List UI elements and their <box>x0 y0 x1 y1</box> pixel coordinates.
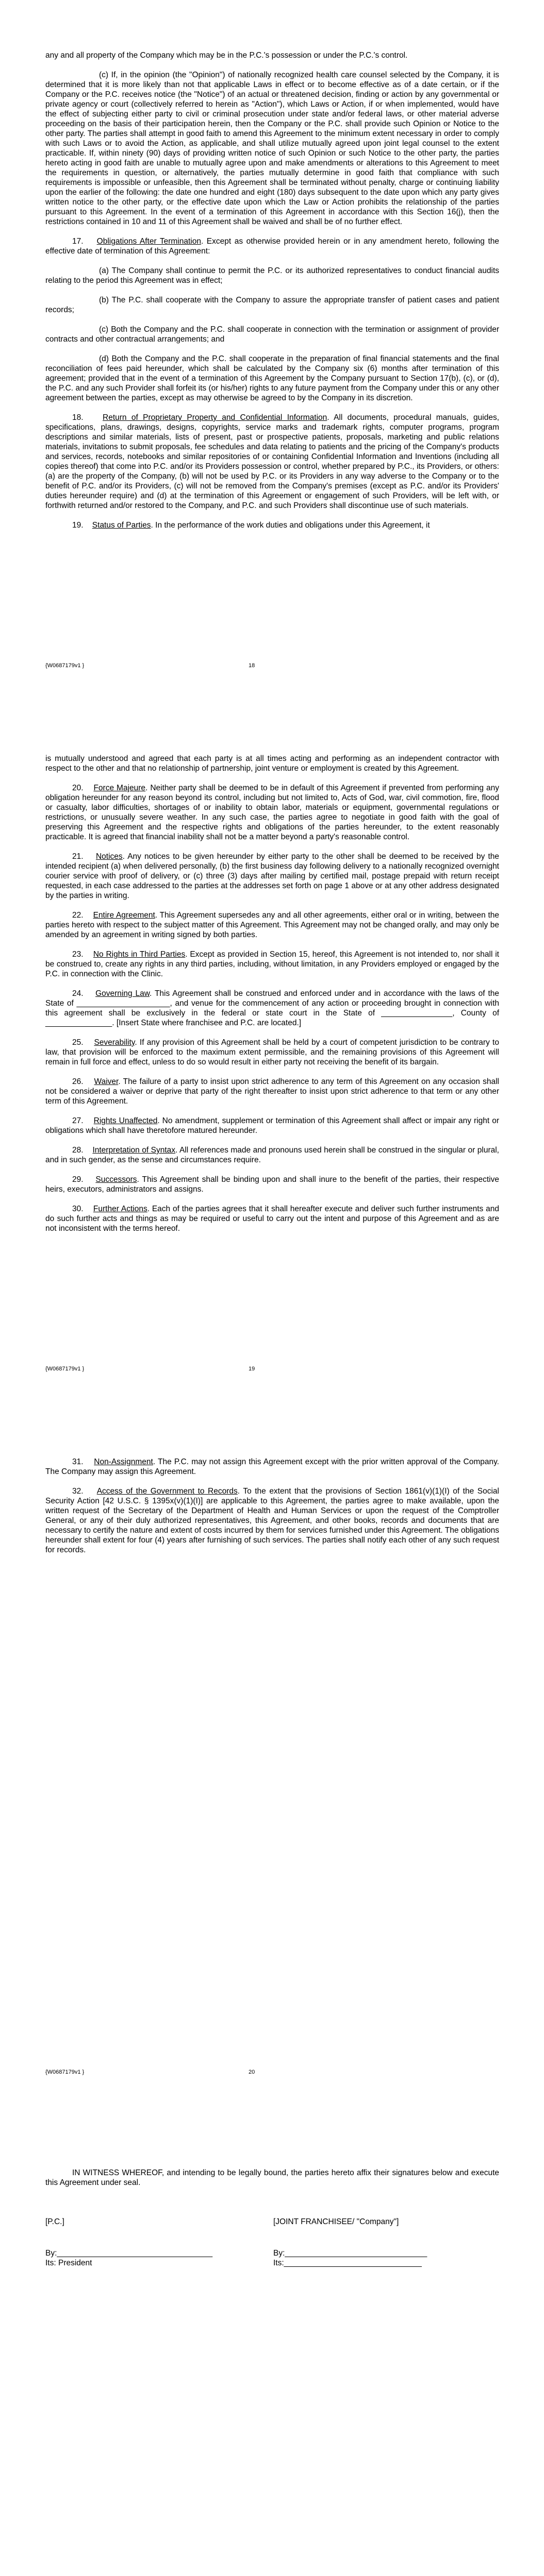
section-17b: (b) The P.C. shall cooperate with the Company to assure the appropriate transfer of patient cases and patient records; <box>45 296 499 314</box>
section-32: 32. Access of the Government to Records. To the extent that the provisions of Section 1861(v)(1)(I) of the Social Security Action [42 U.S.C. § 1395x(v)(1)(I)] are applicable to this Agreement, the parties agree to make available, upon the written request of the Secretary of the Department of Health and Human Services or upon the request of the Comptroller General, or any of their duly authorized representatives, this Agreement, and other books, records and documents that are necessary to certify the nature and extent of costs incurred by them for services furnished under this Agreement. The obligations hereunder shall extent for four (4) years after furnishing of such services. The parties shall notify each other of any such request for records. <box>45 1487 499 1554</box>
section-25: 25. Severability. If any provision of this Agreement shall be held by a court of competent jurisdiction to be contrary to law, that provision will be enforced to the maximum extent permissible, and the remaining provisions of this Agreement will remain in full force and effect, unless to do so would result in either party not receiving the benefit of its bargain. <box>45 1038 499 1066</box>
page-number: 18 <box>249 663 255 669</box>
document-reference: {W0687179v1 } <box>45 1366 85 1372</box>
section-23: 23. No Rights in Third Parties. Except as provided in Section 15, hereof, this Agreement is not intended to, nor shall it be construed to, create any rights in any third parties, including, without limitation, in any Providers employed or engaged by the P.C. in connection with the Clinic. <box>45 950 499 978</box>
section-24: 24. Governing Law. This Agreement shall be construed and enforced under and in accordance with the laws of the State of _____________________, and venue for the commencement of any action or proceeding brought in connection with this agreement shall be exclusively in the federal or state court in the State of ________________, County of _______________. [Insert State where franchisee and P.C. are located.] <box>45 989 499 1027</box>
section-19-title: Status of Parties <box>92 521 151 530</box>
section-20: 20. Force Majeure. Neither party shall be deemed to be in default of this Agreement if prevented from performing any obligation hereunder for any reason beyond its control, including but not limited to, Acts of God, war, civil commotion, fire, flood or casualty, labor difficulties, shortages of or inability to obtain labor, materials or equipment, governmental regulations or restrictions, or unusually severe weather. In any such case, the parties agree to negotiate in good faith with the goal of preserving this Agreement and the respective rights and obligations of the parties hereunder, to the extent reasonably practicable. It is agreed that financial inability shall not be a matter beyond a party's reasonable control. <box>45 784 499 841</box>
section-16c: (c) If, in the opinion (the "Opinion") of nationally recognized health care counsel selected by the Company, it is determined that it is more likely than not that applicable Laws in effect or to become effective as of a date certain, or if the Company or the P.C. receives notice (the "Notice") of an actual or threatened decision, finding or action by any governmental or private agency or court (collectively referred to herein as "Action"), which Laws or Action, if or when implemented, would have the effect of subjecting either party to civil or criminal prosecution under state and/or federal laws, or other material adverse proceeding on the basis of their participation herein, then the Company or the P.C. shall provide such Opinion or Notice to the other party. The parties shall attempt in good faith to amend this Agreement to the minimum extent necessary in order to comply with such Laws or to avoid the Action, as applicable, and shall utilize mutually agreed upon joint legal counsel to the extent practicable. If, within ninety (90) days of providing written notice of such Opinion or such Notice to the other party, the parties hereto acting in good faith are unable to mutually agree upon and make amendments or alterations to this Agreement to meet the requirements in question, or alternatively, the parties mutually determine in good faith that compliance with such requirements is impossible or unfeasible, then this Agreement shall be terminated without penalty, charge or continuing liability upon the earlier of the following: the date one hundred and eight (180) days subsequent to the date upon which any party gives written notice to the other party, or the effective date upon which the Law or Action prohibits the relationship of the parties pursuant to this Agreement. In the event of a termination of this Agreement in accordance with this Section 16(j), then the restrictions contained in 10 and 11 of this Agreement shall be waived and shall be of no further effect. <box>45 71 499 226</box>
document-page-3 <box>0 1406 544 2110</box>
section-29: 29. Successors. This Agreement shall be binding upon and shall inure to the benefit of the parties, their respective heirs, executors, administrators and assigns. <box>45 1175 499 1194</box>
document-page-2 <box>0 703 544 1406</box>
page-4-body <box>45 2168 499 2197</box>
page-number: 19 <box>249 1366 255 1372</box>
signature-line[interactable]: By:________________________________ <box>273 2249 427 2258</box>
section-30: 30. Further Actions. Each of the parties agrees that it shall hereafter execute and deliver such further instruments and do such further acts and things as may be required or useful to carry out the intent and purpose of this Agreement and as are not inconsistent with the terms hereof. <box>45 1205 499 1233</box>
signatory-title: Its: President <box>45 2259 92 2267</box>
document-reference: {W0687179v1 } <box>45 2069 85 2075</box>
section-22: 22. Entire Agreement. This Agreement supersedes any and all other agreements, either oral or in writing, between the parties hereto with respect to the subject matter of this Agreement. This Agreement may not be changed orally, and may only be amended by an agreement in writing signed by both parties. <box>45 911 500 939</box>
document-page-4 <box>0 2110 544 2576</box>
party-name: [JOINT FRANCHISEE/ "Company"] <box>273 2217 399 2226</box>
section-18: 18. Return of Proprietary Property and Confidential Information. All documents, procedural manuals, guides, specifications, plans, drawings, designs, copyrights, service marks and trademark rights, computer programs, program descriptions and similar materials, lists of present, past or prospective patients, proposals, marketing and public relations materials, invitations to submit proposals, fee schedules and data relating to patients and the pricing of the Company's products and services, records, notebooks and similar repositories of or containing Confidential Information and Inventions (including all copies thereof) that come into P.C. and/or its Providers possession or control, whether prepared by P.C., its Providers, or others: (a) are the property of the Company, (b) will not be used by P.C. or its Providers in any way adverse to the Company or to the benefit of P.C. and/or its Providers, (c) will not be removed from the Company's premises (except as P.C. and/or its Providers' duties hereunder require) and (d) at the termination of this Agreement or engagement of such Providers, will be left with, or forthwith returned and/or restored to the Company, and P.C. and such Providers shall discontinue use of such materials. <box>45 413 500 510</box>
page-number: 20 <box>249 2069 255 2075</box>
page-1-body <box>45 50 499 540</box>
page-footer <box>45 2069 499 2077</box>
section-19: 19. Status of Parties. In the performance of the work duties and obligations under this Agreement, it <box>72 521 430 530</box>
section-31: 31. Non-Assignment. The P.C. may not assign this Agreement except with the prior written approval of the Company. The Company may assign this Agreement. <box>45 1458 499 1476</box>
document-page-1 <box>0 0 544 703</box>
signature-line[interactable]: By:___________________________________ <box>45 2249 213 2258</box>
carryover-text: any and all property of the Company which may be in the P.C.'s possession or under the P.C.'s control. <box>45 51 408 60</box>
party-name: [P.C.] <box>45 2217 64 2226</box>
section-27: 27. Rights Unaffected. No amendment, supplement or termination of this Agreement shall affect or impair any right or obligations which shall have theretofore matured hereunder. <box>45 1116 499 1135</box>
section-21: 21. Notices. Any notices to be given hereunder by either party to the other shall be deemed to be received by the intended recipient (a) when delivered personally, (b) the first business day following delivery to a nationally recognized overnight courier service with proof of delivery, or (c) three (3) days after mailing by certified mail, postage prepaid with return receipt requested, in each case addressed to the parties at the addresses set forth on page 1 above or at any other address designated by the parties in writing. <box>45 852 499 900</box>
signatory-title-line[interactable]: Its:_______________________________ <box>273 2259 422 2267</box>
section-17: 17. Obligations After Termination. Except as otherwise provided herein or in any amendment hereto, following the effective date of termination of this Agreement: <box>45 237 499 256</box>
page-footer <box>45 1366 499 1374</box>
carryover-text: is mutually understood and agreed that each party is at all times acting and performing as an independent contractor with respect to the other and that no relationship of partnership, joint venture or employment is created by this Agreement. <box>45 754 499 773</box>
document-reference: {W0687179v1 } <box>45 663 85 669</box>
section-17c: (c) Both the Company and the P.C. shall cooperate in connection with the termination or assignment of provider contracts and other contractual arrangements; and <box>45 325 499 344</box>
section-18-title: Return of Proprietary Property and Confidential Information <box>103 413 327 422</box>
signature-block-company <box>273 2217 427 2268</box>
page-2-body <box>45 754 499 1243</box>
section-26: 26. Waiver. The failure of a party to insist upon strict adherence to any term of this Agreement on any occasion shall not be considered a waiver or deprive that party of the right thereafter to insist upon strict adherence to that term or any other term of this Agreement. <box>45 1077 499 1106</box>
page-3-body <box>45 1457 499 1565</box>
witness-clause: IN WITNESS WHEREOF, and intending to be legally bound, the parties hereto affix their signatures below and execute this Agreement under seal. <box>45 2168 499 2187</box>
section-28: 28. Interpretation of Syntax. All references made and pronouns used herein shall be construed in the singular or plural, and in such gender, as the sense and circumstances require. <box>45 1146 499 1164</box>
section-17d: (d) Both the Company and the P.C. shall cooperate in the preparation of final financial statements and the final reconciliation of fees paid hereunder, which shall be calculated by the Company six (6) months after termination of this agreement; provided that in the event of a termination of this Agreement by the Company pursuant to Section 17(b), (c), or (d), the P.C. and any such Provider shall forfeit its (or his/her) rights to any future payment from the Company under this or any other agreement between the parties, except as may otherwise be agreed to by the Company in its discretion. <box>45 354 499 402</box>
section-17a: (a) The Company shall continue to permit the P.C. or its authorized representatives to conduct financial audits relating to the period this Agreement was in effect; <box>45 266 499 285</box>
section-17-title: Obligations After Termination <box>96 237 201 246</box>
signature-block-pc <box>45 2217 212 2268</box>
page-footer <box>45 663 499 671</box>
